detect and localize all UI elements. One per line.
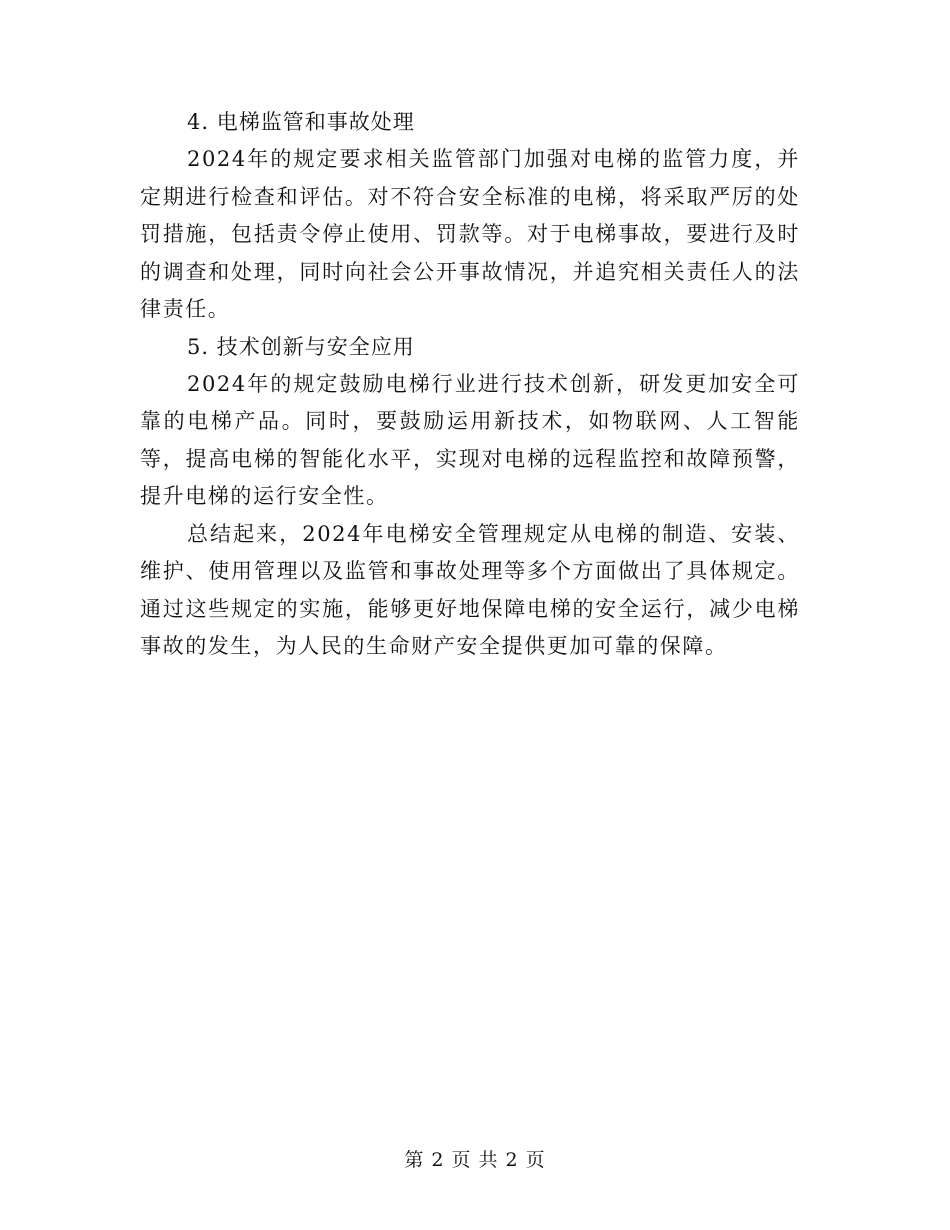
page-number-footer: 第 2 页 共 2 页 <box>404 1149 546 1171</box>
document-body <box>140 104 800 666</box>
section-heading-innovation: 5. 技术创新与安全应用 <box>187 334 415 359</box>
section-paragraph-innovation: 2024年的规定鼓励电梯行业进行技术创新，研发更加安全可靠的电梯产品。同时，要鼓励运用新技术，如物联网、人工智能等，提高电梯的智能化水平，实现对电梯的远程监控和故障预警，提升电梯的运行安全性。 <box>140 371 800 508</box>
section-paragraph-supervision: 2024年的规定要求相关监管部门加强对电梯的监管力度，并定期进行检查和评估。对不符合安全标准的电梯，将采取严厉的处罚措施，包括责令停止使用、罚款等。对于电梯事故，要进行及时的调查和处理，同时向社会公开事故情况，并追究相关责任人的法律责任。 <box>140 147 800 321</box>
conclusion-paragraph: 总结起来，2024年电梯安全管理规定从电梯的制造、安装、维护、使用管理以及监管和事故处理等多个方面做出了具体规定。通过这些规定的实施，能够更好地保障电梯的安全运行，减少电梯事故的发生，为人民的生命财产安全提供更加可靠的保障。 <box>140 521 800 658</box>
section-heading-supervision: 4. 电梯监管和事故处理 <box>187 110 415 134</box>
